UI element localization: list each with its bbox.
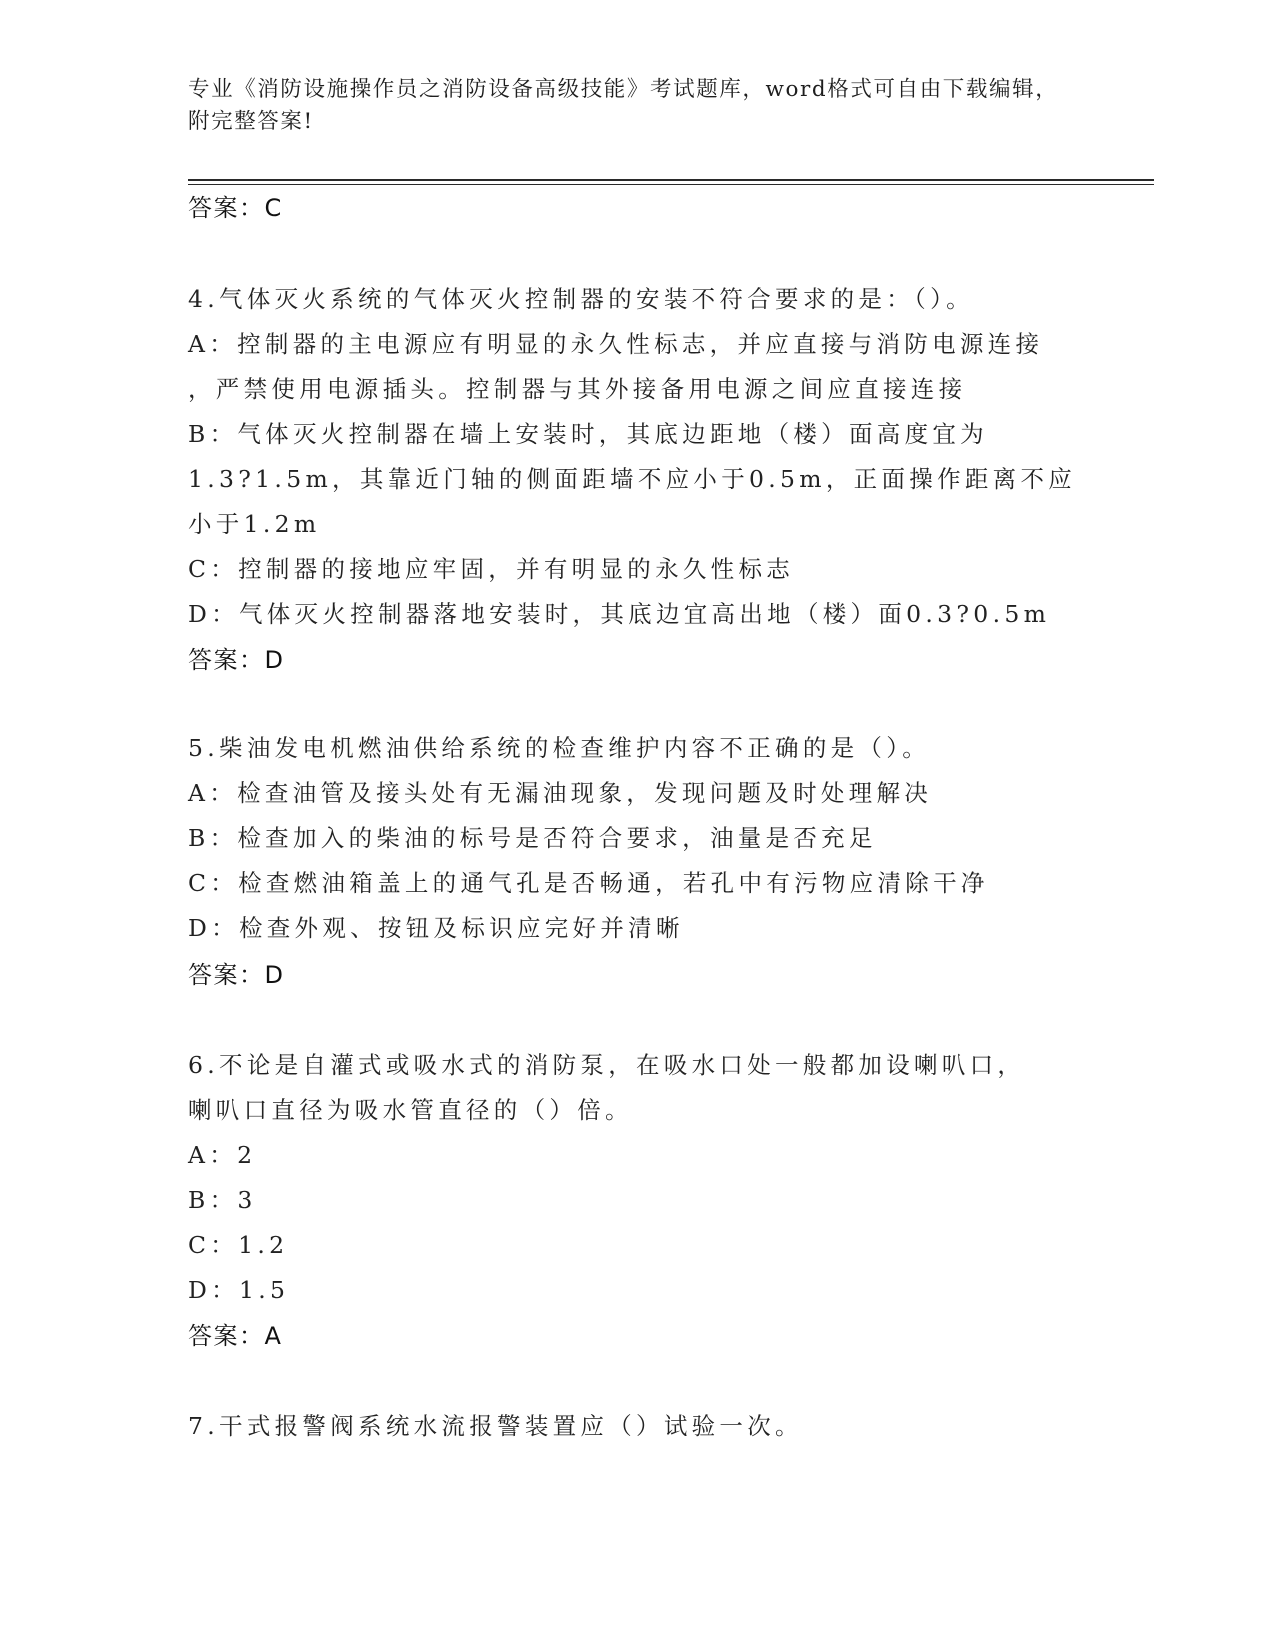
question-4-option-a: A：控制器的主电源应有明显的永久性标志，并应直接与消防电源连接: [188, 330, 1044, 358]
question-6-option-d: D：1.5: [188, 1276, 290, 1304]
question-5-option-b: B：检查加入的柴油的标号是否符合要求，油量是否充足: [188, 824, 877, 852]
question-4-option-a-cont: ，严禁使用电源插头。控制器与其外接备用电源之间应直接连接: [188, 375, 967, 403]
question-5-option-a: A：检查油管及接头处有无漏油现象，发现问题及时处理解决: [188, 779, 933, 807]
question-4-option-b-cont2: 小于1.2m: [188, 510, 321, 538]
header-divider-bottom: [188, 184, 1154, 185]
question-6-answer: 答案：A: [188, 1322, 283, 1350]
question-7-stem: 7.干式报警阀系统水流报警装置应（）试验一次。: [188, 1412, 803, 1440]
question-6-option-a: A：2: [188, 1141, 257, 1169]
question-5-answer: 答案：D: [188, 961, 285, 989]
answer-previous: 答案：C: [188, 194, 283, 222]
question-4-option-b-cont: 1.3?1.5m，其靠近门轴的侧面距墙不应小于0.5m，正面操作距离不应: [188, 465, 1077, 493]
question-4-option-b: B：气体灭火控制器在墙上安装时，其底边距地（楼）面高度宜为: [188, 420, 988, 448]
question-4-option-d: D：气体灭火控制器落地安装时，其底边宜高出地（楼）面0.3?0.5m: [188, 600, 1051, 628]
question-5-stem: 5.柴油发电机燃油供给系统的检查维护内容不正确的是（）。: [188, 734, 931, 762]
question-4-answer: 答案：D: [188, 646, 285, 674]
document-header: 专业《消防设施操作员之消防设备高级技能》考试题库，word格式可自由下载编辑，附完整答案!: [188, 77, 1059, 134]
question-5-option-c: C：检查燃油箱盖上的通气孔是否畅通，若孔中有污物应清除干净: [188, 869, 989, 897]
question-5-option-d: D：检查外观、按钮及标识应完好并清晰: [188, 914, 684, 942]
question-6-stem-cont: 喇叭口直径为吸水管直径的（）倍。: [188, 1096, 633, 1124]
question-6-option-b: B：3: [188, 1186, 257, 1214]
question-6-stem: 6.不论是自灌式或吸水式的消防泵，在吸水口处一般都加设喇叭口，: [188, 1051, 1026, 1079]
question-4-stem: 4.气体灭火系统的气体灭火控制器的安装不符合要求的是：（）。: [188, 285, 974, 313]
question-6-option-c: C：1.2: [188, 1231, 289, 1259]
header-divider-top: [188, 179, 1154, 181]
question-4-option-c: C：控制器的接地应牢固，并有明显的永久性标志: [188, 555, 795, 583]
